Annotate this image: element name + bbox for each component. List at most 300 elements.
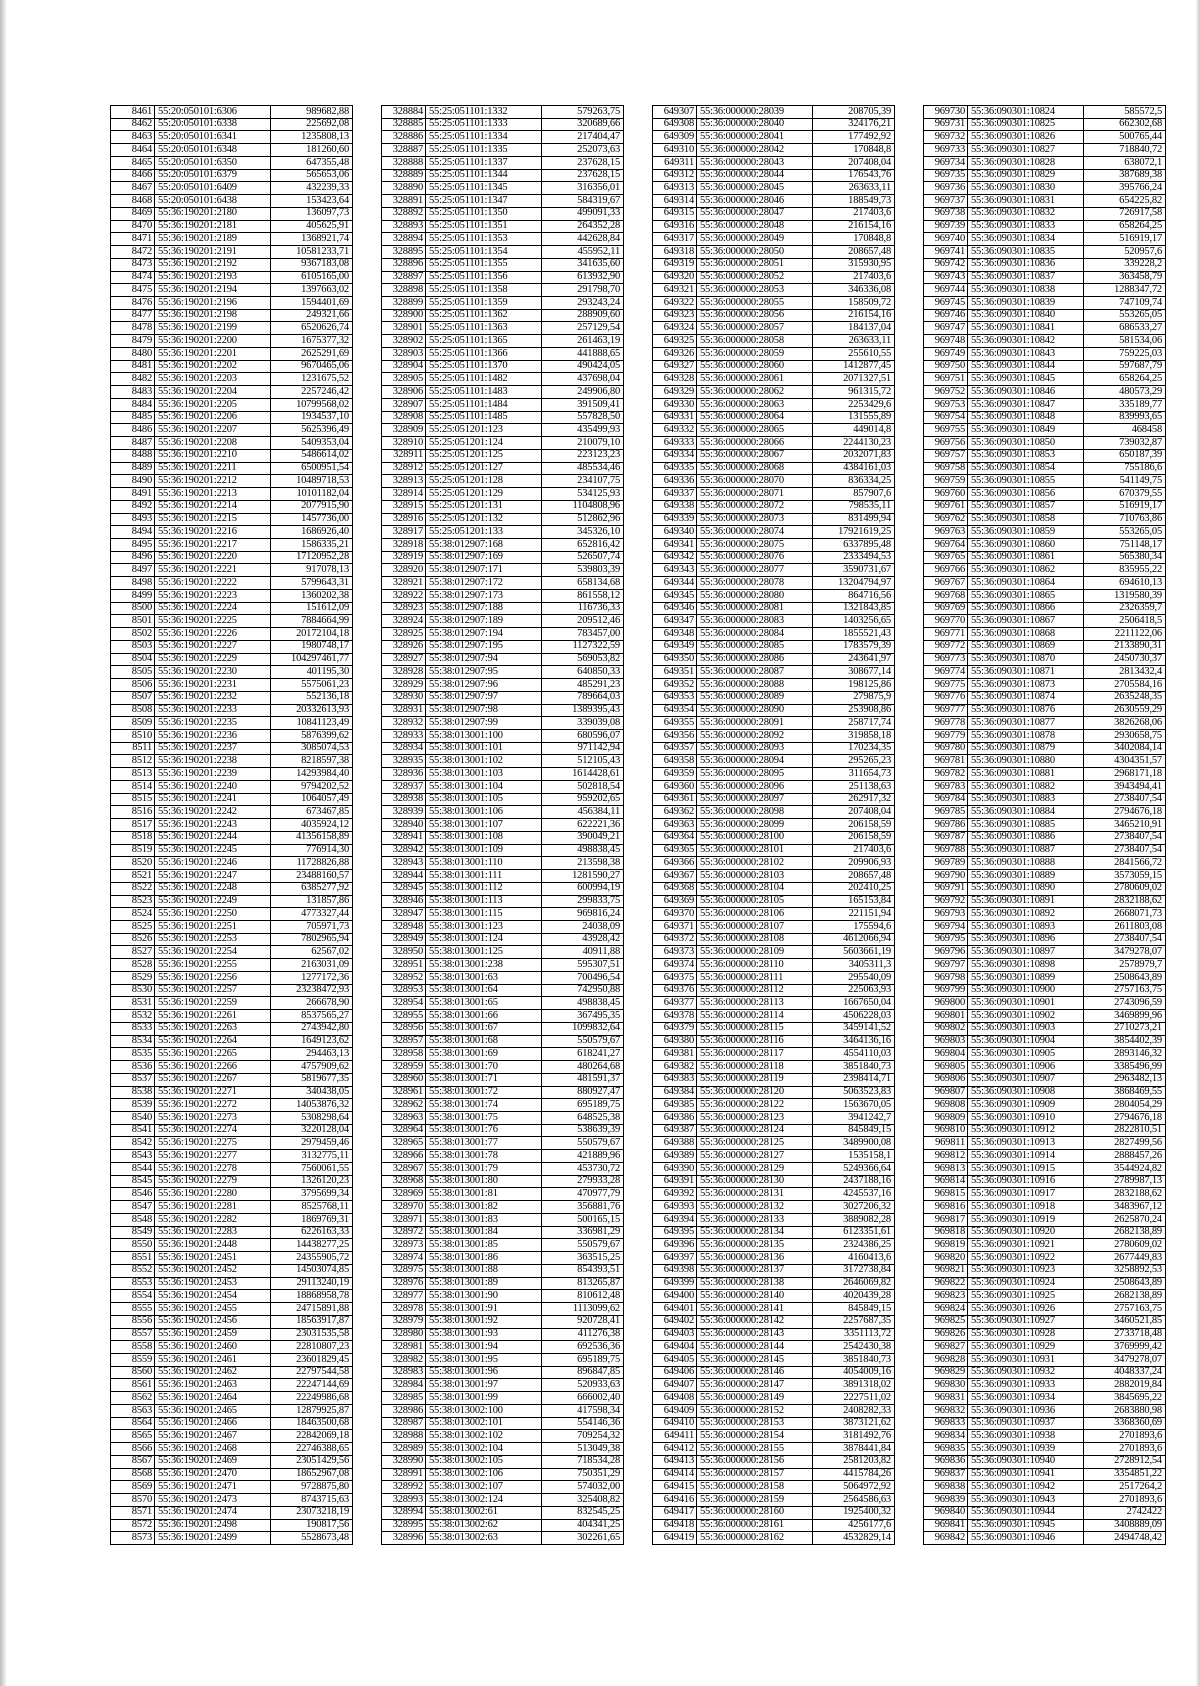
table-row [382, 1329, 623, 1342]
table-row [382, 539, 623, 552]
cadastral-value: 170848,8 [853, 144, 891, 155]
table-row [382, 896, 623, 909]
cadastral-number: 55:36:000000:28137 [697, 1265, 813, 1277]
cadastral-value: 4020439,28 [843, 1290, 891, 1301]
row-number: 328937 [382, 781, 426, 793]
cadastral-value: 880927,47 [577, 1086, 620, 1098]
cadastral-value: 1127322,59 [572, 640, 620, 652]
table-row [924, 666, 1165, 679]
row-number: 969810 [924, 1125, 968, 1137]
cadastral-number: 55:36:090301:10862 [968, 564, 1084, 576]
cadastral-value: 6337895,48 [843, 538, 891, 550]
cadastral-value: 666002,40 [577, 1392, 620, 1403]
table-row [382, 1112, 623, 1125]
table-row [653, 1469, 894, 1482]
table-row [653, 1036, 894, 1049]
cadastral-value: 3573059,15 [1114, 870, 1162, 881]
cadastral-number: 55:38:013002:101 [426, 1418, 542, 1430]
table-row [924, 1418, 1165, 1431]
cadastral-number: 55:38:013001:91 [426, 1303, 542, 1315]
cadastral-number: 55:36:190201:2254 [155, 946, 271, 958]
row-number: 969839 [924, 1494, 968, 1506]
cadastral-number: 55:36:090301:10940 [968, 1456, 1084, 1468]
row-number: 328957 [382, 1036, 426, 1048]
cadastral-number: 55:36:190201:2454 [155, 1290, 271, 1302]
cadastral-value: 279875,9 [853, 691, 891, 703]
scan-edge-left [0, 0, 6, 1686]
cadastral-value: 225692,08 [306, 118, 349, 130]
row-number: 8522 [111, 883, 155, 895]
row-number: 328938 [382, 794, 426, 806]
row-number: 969799 [924, 985, 968, 997]
table-row [924, 1023, 1165, 1036]
cadastral-value: 3479278,07 [1114, 946, 1162, 958]
table-row [111, 794, 352, 807]
table-row [111, 1176, 352, 1189]
table-row [924, 463, 1165, 476]
cadastral-value: 319858,18 [848, 729, 891, 741]
table-row [111, 1494, 352, 1507]
cadastral-value: 3878441,84 [843, 1443, 891, 1454]
table-row [653, 106, 894, 119]
table-row [924, 322, 1165, 335]
row-number: 8485 [111, 412, 155, 424]
cadastral-value: 755186,6 [1124, 462, 1162, 474]
cadastral-value: 512105,43 [577, 755, 620, 767]
cadastral-value: 2542430,38 [843, 1341, 891, 1352]
row-number: 328933 [382, 730, 426, 742]
table-row [653, 908, 894, 921]
table-row [924, 1316, 1165, 1329]
cadastral-number: 55:36:000000:28071 [697, 488, 813, 500]
row-number: 649375 [653, 972, 697, 984]
cadastral-value: 961315,72 [848, 386, 891, 397]
cadastral-value: 176543,76 [848, 169, 891, 181]
row-number: 8554 [111, 1290, 155, 1302]
cadastral-number: 55:36:000000:28083 [697, 615, 813, 627]
table-row [924, 1036, 1165, 1049]
cadastral-number: 55:36:000000:28138 [697, 1278, 813, 1290]
cadastral-number: 55:25:051101:1356 [426, 272, 542, 284]
cadastral-value: 2733718,48 [1114, 1328, 1162, 1340]
cadastral-number: 55:36:000000:28131 [697, 1188, 813, 1200]
cadastral-value: 1783579,39 [843, 640, 891, 652]
cadastral-number: 55:36:000000:28070 [697, 475, 813, 487]
table-row [382, 475, 623, 488]
cadastral-number: 55:38:013001:81 [426, 1188, 542, 1200]
cadastral-value: 579263,75 [577, 106, 620, 117]
cadastral-number: 55:36:000000:28051 [697, 259, 813, 271]
cadastral-number: 55:36:090301:10832 [968, 208, 1084, 220]
row-number: 328923 [382, 603, 426, 615]
cadastral-value: 411276,38 [577, 1328, 620, 1340]
cadastral-number: 55:20:050101:6338 [155, 119, 271, 131]
cadastral-value: 3483967,12 [1114, 1201, 1162, 1212]
cadastral-value: 1326120,23 [301, 1175, 349, 1187]
cadastral-value: 264352,28 [577, 220, 620, 232]
cadastral-value: 24355905,72 [296, 1252, 349, 1263]
table-row [382, 1023, 623, 1036]
row-number: 649318 [653, 246, 697, 258]
row-number: 969795 [924, 934, 968, 946]
cadastral-number: 55:36:090301:10889 [968, 870, 1084, 882]
row-number: 969791 [924, 883, 968, 895]
cadastral-value: 10799568,02 [296, 398, 349, 410]
cadastral-value: 208657,48 [848, 870, 891, 881]
table-row [924, 1494, 1165, 1507]
cadastral-number: 55:36:000000:28119 [697, 1074, 813, 1086]
table-row [382, 1265, 623, 1278]
row-number: 649356 [653, 730, 697, 742]
row-number: 8548 [111, 1214, 155, 1226]
cadastral-value: 213598,38 [577, 857, 620, 868]
cadastral-value: 432239,33 [306, 182, 349, 194]
cadastral-value: 2757163,75 [1114, 984, 1162, 996]
table-row [111, 730, 352, 743]
table-row [924, 908, 1165, 921]
cadastral-number: 55:36:090301:10828 [968, 157, 1084, 169]
cadastral-value: 864716,56 [848, 589, 891, 601]
cadastral-number: 55:38:013002:107 [426, 1481, 542, 1493]
table-row [924, 946, 1165, 959]
cadastral-value: 320689,66 [577, 118, 620, 130]
cadastral-number: 55:36:090301:10834 [968, 233, 1084, 245]
cadastral-value: 3085074,53 [301, 742, 349, 754]
table-row [382, 819, 623, 832]
cadastral-number: 55:36:090301:10898 [968, 959, 1084, 971]
row-number: 8562 [111, 1392, 155, 1404]
cadastral-value: 9728875,80 [301, 1481, 349, 1492]
table-row [653, 475, 894, 488]
row-number: 8541 [111, 1125, 155, 1137]
cadastral-value: 512862,96 [577, 513, 620, 525]
table-row [653, 1481, 894, 1494]
table-row [111, 106, 352, 119]
table-row [111, 806, 352, 819]
row-number: 328891 [382, 195, 426, 207]
table-row [111, 628, 352, 641]
row-number: 969803 [924, 1036, 968, 1048]
row-number: 328885 [382, 119, 426, 131]
row-number: 649383 [653, 1074, 697, 1086]
row-number: 969800 [924, 997, 968, 1009]
cadastral-value: 456384,11 [577, 806, 620, 817]
cadastral-number: 55:36:000000:28154 [697, 1430, 813, 1442]
row-number: 649404 [653, 1341, 697, 1353]
table-row [653, 424, 894, 437]
row-number: 649308 [653, 119, 697, 131]
table-row [382, 857, 623, 870]
cadastral-value: 261463,19 [577, 335, 620, 346]
cadastral-value: 11728826,88 [296, 857, 349, 868]
cadastral-number: 55:36:090301:10856 [968, 488, 1084, 500]
row-number: 8480 [111, 348, 155, 360]
row-number: 8560 [111, 1367, 155, 1379]
cadastral-value: 2882019,84 [1114, 1379, 1162, 1391]
table-row [111, 1303, 352, 1316]
table-row [382, 399, 623, 412]
cadastral-value: 2578979,7 [1119, 959, 1162, 970]
cadastral-value: 2133890,31 [1114, 640, 1162, 652]
table-row [924, 794, 1165, 807]
row-number: 328949 [382, 934, 426, 946]
table-row [382, 705, 623, 718]
table-row [111, 424, 352, 437]
row-number: 969823 [924, 1290, 968, 1302]
cadastral-number: 55:36:090301:10882 [968, 781, 1084, 793]
cadastral-number: 55:38:013002:105 [426, 1456, 542, 1468]
cadastral-number: 55:38:013001:71 [426, 1074, 542, 1086]
table-row [382, 806, 623, 819]
row-number: 969801 [924, 1010, 968, 1022]
cadastral-value: 1614428,61 [572, 768, 620, 779]
table-row [653, 310, 894, 323]
cadastral-number: 55:38:013001:90 [426, 1290, 542, 1302]
row-number: 649403 [653, 1329, 697, 1341]
table-row [382, 1341, 623, 1354]
cadastral-number: 55:36:190201:2189 [155, 233, 271, 245]
row-number: 649417 [653, 1507, 697, 1519]
row-number: 969734 [924, 157, 968, 169]
table-row [924, 768, 1165, 781]
table-row [653, 768, 894, 781]
row-number: 328934 [382, 743, 426, 755]
cadastral-number: 55:36:090301:10928 [968, 1329, 1084, 1341]
row-number: 969739 [924, 221, 968, 233]
cadastral-value: 798535,11 [848, 500, 891, 512]
table-row [382, 717, 623, 730]
cadastral-value: 14053876,32 [296, 1099, 349, 1110]
row-number: 649337 [653, 488, 697, 500]
cadastral-number: 55:38:013002:104 [426, 1443, 542, 1455]
cadastral-value: 513049,38 [577, 1443, 620, 1454]
cadastral-value: 2832188,62 [1114, 1188, 1162, 1200]
row-number: 8555 [111, 1303, 155, 1315]
row-number: 8484 [111, 399, 155, 411]
cadastral-number: 55:38:013001:80 [426, 1176, 542, 1188]
cadastral-number: 55:36:090301:10861 [968, 552, 1084, 564]
table-row [111, 1265, 352, 1278]
cadastral-number: 55:38:013001:63 [426, 972, 542, 984]
cadastral-number: 55:36:190201:2255 [155, 959, 271, 971]
cadastral-number: 55:36:190201:2212 [155, 475, 271, 487]
cadastral-number: 55:36:190201:2226 [155, 628, 271, 640]
cadastral-value: 293243,24 [577, 297, 620, 308]
row-number: 969763 [924, 526, 968, 538]
cadastral-value: 1113099,62 [572, 1303, 620, 1314]
table-row [924, 119, 1165, 132]
row-number: 649325 [653, 335, 697, 347]
cadastral-number: 55:36:090301:10853 [968, 450, 1084, 462]
table-row [653, 806, 894, 819]
cadastral-number: 55:36:190201:2216 [155, 526, 271, 538]
row-number: 8567 [111, 1456, 155, 1468]
cadastral-value: 234107,75 [577, 475, 620, 486]
row-number: 328888 [382, 157, 426, 169]
table-row [382, 679, 623, 692]
cadastral-number: 55:38:013001:102 [426, 755, 542, 767]
table-row [653, 1176, 894, 1189]
cadastral-value: 920728,41 [577, 1315, 620, 1327]
cadastral-value: 217403,6 [853, 207, 891, 219]
row-number: 649412 [653, 1443, 697, 1455]
table-row [653, 348, 894, 361]
row-number: 328908 [382, 412, 426, 424]
row-number: 328904 [382, 361, 426, 373]
table-row [111, 361, 352, 374]
table-row [111, 399, 352, 412]
row-number: 649373 [653, 946, 697, 958]
table-row [111, 666, 352, 679]
cadastral-value: 12879925,87 [296, 1404, 349, 1416]
cadastral-number: 55:38:013001:88 [426, 1265, 542, 1277]
cadastral-value: 2333494,53 [843, 551, 891, 563]
cadastral-value: 2738407,54 [1114, 844, 1162, 856]
cadastral-value: 710763,86 [1119, 513, 1162, 525]
row-number: 969736 [924, 182, 968, 194]
row-number: 8499 [111, 590, 155, 602]
table-row [653, 1252, 894, 1265]
row-number: 328983 [382, 1367, 426, 1379]
table-row [653, 870, 894, 883]
table-row [382, 959, 623, 972]
cadastral-value: 3405311,3 [848, 959, 891, 970]
table-row [111, 246, 352, 259]
cadastral-number: 55:38:013001:115 [426, 908, 542, 920]
table-row [382, 730, 623, 743]
table-row [924, 1443, 1165, 1456]
cadastral-number: 55:38:013001:104 [426, 781, 542, 793]
table-row [653, 1443, 894, 1456]
row-number: 969809 [924, 1112, 968, 1124]
cadastral-value: 2668071,73 [1114, 908, 1162, 919]
cadastral-value: 3769999,42 [1114, 1341, 1162, 1352]
cadastral-value: 23031535,58 [296, 1328, 349, 1340]
cadastral-number: 55:36:190201:2498 [155, 1520, 271, 1532]
table-row [653, 1507, 894, 1520]
cadastral-number: 55:25:051101:1334 [426, 131, 542, 143]
cadastral-number: 55:36:000000:28073 [697, 514, 813, 526]
cadastral-number: 55:36:000000:28055 [697, 297, 813, 309]
cadastral-value: 3826268,06 [1114, 717, 1162, 728]
cadastral-value: 648525,38 [577, 1112, 620, 1123]
row-number: 969806 [924, 1074, 968, 1086]
cadastral-number: 55:36:190201:2235 [155, 717, 271, 729]
cadastral-number: 55:36:190201:2247 [155, 870, 271, 882]
row-number: 649393 [653, 1201, 697, 1213]
cadastral-number: 55:36:000000:28149 [697, 1392, 813, 1404]
row-number: 969770 [924, 615, 968, 627]
cadastral-number: 55:36:000000:28157 [697, 1469, 813, 1481]
cadastral-number: 55:36:000000:28067 [697, 450, 813, 462]
table-row [111, 1430, 352, 1443]
cadastral-value: 2738407,54 [1114, 793, 1162, 805]
row-number: 328935 [382, 755, 426, 767]
row-number: 649415 [653, 1481, 697, 1493]
table-row [111, 514, 352, 527]
row-number: 649387 [653, 1125, 697, 1137]
table-row [653, 1494, 894, 1507]
row-number: 8546 [111, 1188, 155, 1200]
row-number: 8571 [111, 1507, 155, 1519]
cadastral-value: 315930,95 [848, 258, 891, 270]
cadastral-number: 55:36:190201:2229 [155, 654, 271, 666]
cadastral-value: 208657,48 [848, 246, 891, 257]
cadastral-value: 470977,79 [577, 1188, 620, 1200]
row-number: 8493 [111, 514, 155, 526]
row-number: 8528 [111, 959, 155, 971]
row-number: 649349 [653, 641, 697, 653]
cadastral-value: 22247144,69 [296, 1379, 349, 1391]
cadastral-value: 499091,33 [577, 207, 620, 219]
row-number: 8526 [111, 934, 155, 946]
table-row [924, 1137, 1165, 1150]
cadastral-value: 216154,16 [848, 220, 891, 232]
cadastral-number: 55:38:012907:168 [426, 539, 542, 551]
row-number: 8482 [111, 373, 155, 385]
cadastral-value: 295265,23 [848, 755, 891, 767]
row-number: 328941 [382, 832, 426, 844]
cadastral-number: 55:36:000000:28115 [697, 1023, 813, 1035]
row-number: 969748 [924, 335, 968, 347]
cadastral-value: 363458,79 [1119, 271, 1162, 283]
cadastral-value: 718534,28 [577, 1455, 620, 1467]
row-number: 328993 [382, 1494, 426, 1506]
row-number: 969812 [924, 1150, 968, 1162]
row-number: 328982 [382, 1354, 426, 1366]
row-number: 969835 [924, 1443, 968, 1455]
table-row [111, 1532, 352, 1544]
cadastral-value: 2841566,72 [1114, 857, 1162, 868]
cadastral-value: 24038,09 [582, 921, 620, 932]
cadastral-value: 20172104,18 [296, 628, 349, 639]
table-row [653, 1214, 894, 1227]
row-number: 649312 [653, 170, 697, 182]
table-row [111, 1316, 352, 1329]
cadastral-value: 6105165,00 [301, 271, 349, 283]
cadastral-value: 2738407,54 [1114, 831, 1162, 843]
cadastral-number: 55:20:050101:6350 [155, 157, 271, 169]
row-number: 649411 [653, 1430, 697, 1442]
cadastral-value: 3132775,11 [301, 1150, 349, 1161]
cadastral-number: 55:36:190201:2468 [155, 1443, 271, 1455]
cadastral-number: 55:38:013002:102 [426, 1430, 542, 1442]
cadastral-number: 55:36:190201:2280 [155, 1188, 271, 1200]
cadastral-number: 55:36:190201:2266 [155, 1061, 271, 1073]
cadastral-number: 55:36:090301:10913 [968, 1137, 1084, 1149]
row-number: 8513 [111, 768, 155, 780]
row-number: 649324 [653, 322, 697, 334]
row-number: 969733 [924, 144, 968, 156]
cadastral-number: 55:36:190201:2460 [155, 1341, 271, 1353]
table-row [924, 131, 1165, 144]
table-row [111, 450, 352, 463]
cadastral-number: 55:36:090301:10850 [968, 437, 1084, 449]
cadastral-number: 55:36:000000:28059 [697, 348, 813, 360]
row-number: 8557 [111, 1329, 155, 1341]
table-row [924, 997, 1165, 1010]
cadastral-value: 2450730,37 [1114, 653, 1162, 665]
cadastral-number: 55:36:090301:10860 [968, 539, 1084, 551]
cadastral-number: 55:36:000000:28080 [697, 590, 813, 602]
table-row [653, 399, 894, 412]
cadastral-number: 55:36:090301:10877 [968, 717, 1084, 729]
row-number: 969819 [924, 1239, 968, 1251]
cadastral-number: 55:25:051201:133 [426, 526, 542, 538]
cadastral-number: 55:36:190201:2210 [155, 450, 271, 462]
table-row [382, 768, 623, 781]
row-number: 328916 [382, 514, 426, 526]
